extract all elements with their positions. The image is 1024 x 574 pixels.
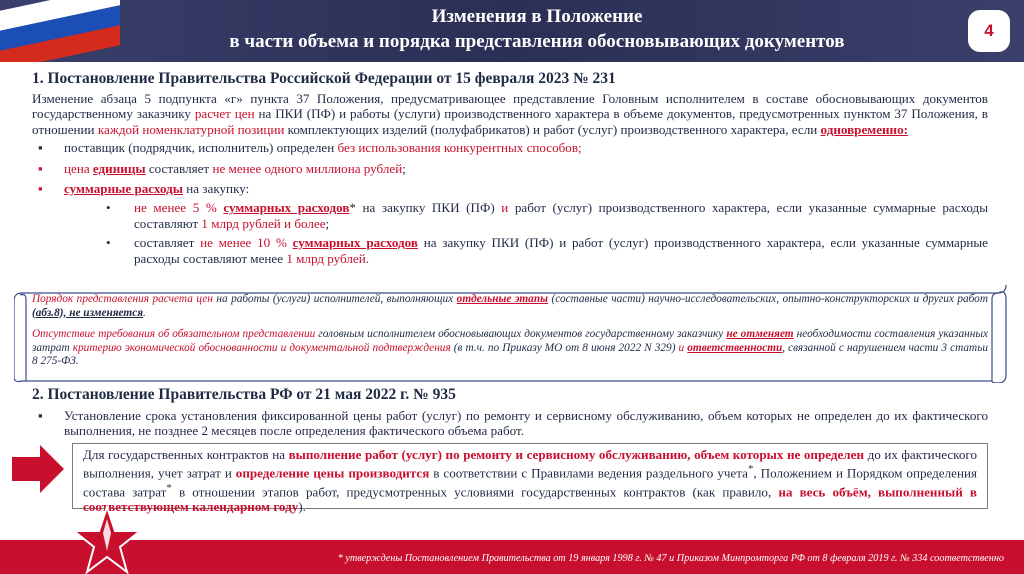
section-2-list — [32, 408, 988, 439]
note-paragraph-1: Порядок представления расчета цен на работы (услуги) исполнителей, выполняющих отдельные этапы (составные части) научно-исследовательских, опытно-конструкторских и других работ (абз.8), не изменяется. — [32, 293, 988, 319]
list-item: ▪ суммарные расходы на закупку: • не менее 5 % суммарных расходов* на закупку ПКИ (ПФ) и работ (услуг) производственного характера, если указанные суммарные расходы составляют 1 млрд рублей и более; • составляет не менее 10 % суммарных расходов на закупку ПКИ (ПФ) и работ (услуг) производственного характера, если указанные суммарные расходы составляют менее 1 млрд рублей. — [32, 181, 988, 266]
list-item: ▪ поставщик (подрядчик, исполнитель) определен без использования конкурентных способов; — [32, 140, 988, 155]
note-paragraph-2: Отсутствие требования об обязательном представлении головным исполнителем обосновывающих документов государственному заказчику не отменяет необходимости составления указанных затрат критерию экономической обоснованности и документальной подтверждения (в т.ч. по Приказу МО от 8 июня 2022 N 329) и ответственности, связанной с нарушением части 3 статьи 8 275-ФЗ. — [32, 328, 988, 368]
sub-conditions-list — [102, 200, 988, 266]
list-item: • составляет не менее 10 % суммарных расходов на закупку ПКИ (ПФ) и работ (услуг) производственного характера, если указанные суммарные расходы составляют менее 1 млрд рублей. — [102, 235, 988, 266]
conditions-list — [32, 140, 988, 266]
footnote: * утверждены Постановлением Правительства от 19 января 1998 г. № 47 и Приказом Минпромторга РФ от 8 февраля 2019 г. № 334 соответственно — [337, 553, 1004, 564]
slide-footer — [0, 540, 1024, 574]
right-arrow-icon — [10, 441, 66, 497]
list-item: • не менее 5 % суммарных расходов* на закупку ПКИ (ПФ) и работ (услуг) производственного характера, если указанные суммарные расходы составляют 1 млрд рублей и более; — [102, 200, 988, 231]
slide-title — [130, 4, 944, 54]
section-2-heading: 2. Постановление Правительства РФ от 21 мая 2022 г. № 935 — [32, 386, 456, 403]
title-line-2: в части объема и порядка представления обосновывающих документов — [229, 31, 845, 52]
slide-header — [0, 0, 1024, 62]
title-line-1: Изменения в Положение — [431, 6, 643, 27]
section-1-intro: Изменение абзаца 5 подпункта «г» пункта 37 Положения, предусматривающее представление Головным исполнителем в составе обосновывающих документов государственному заказчику расчет цен на ПКИ (ПФ) и работы (услуги) производственного характера в объеме документов, предусмотренных пунктом 37 Положения, в отношении каждой номенклатурной позиции комплектующих изделий (полуфабрикатов) и работ (услуг) производственного характера, если одновременно: — [32, 91, 988, 137]
contract-rule-box: Для государственных контрактов на выполнение работ (услуг) по ремонту и сервисному обслуживанию, объем которых не определен до их фактического выполнения, учет затрат и определение цены производится в соответствии с Правилами ведения раздельного учета*, Положением и Порядком определения состава затрат* в отношении этапов работ, предусмотренных условиями государственных контрактов (как правило, на весь объём, выполненный в соответствующем календарном году). — [72, 443, 988, 509]
section-1-heading: 1. Постановление Правительства Российской Федерации от 15 февраля 2023 № 231 — [32, 70, 616, 87]
section-2 — [32, 385, 988, 444]
russian-flag-icon — [0, 0, 120, 62]
section-1 — [32, 69, 988, 271]
list-item: ▪ цена единицы составляет не менее одного миллиона рублей; — [32, 161, 988, 176]
red-star-icon — [74, 505, 140, 574]
page-number: 4 — [968, 10, 1010, 52]
list-item: ▪ Установление срока установления фиксированной цены работ (услуг) по ремонту и сервисному обслуживанию, объем которых не определен до их фактического выполнения, не позднее 2 месяцев после определения фактического объема работ. — [32, 408, 988, 439]
scroll-note-text — [32, 293, 988, 377]
scroll-note — [14, 285, 1010, 383]
